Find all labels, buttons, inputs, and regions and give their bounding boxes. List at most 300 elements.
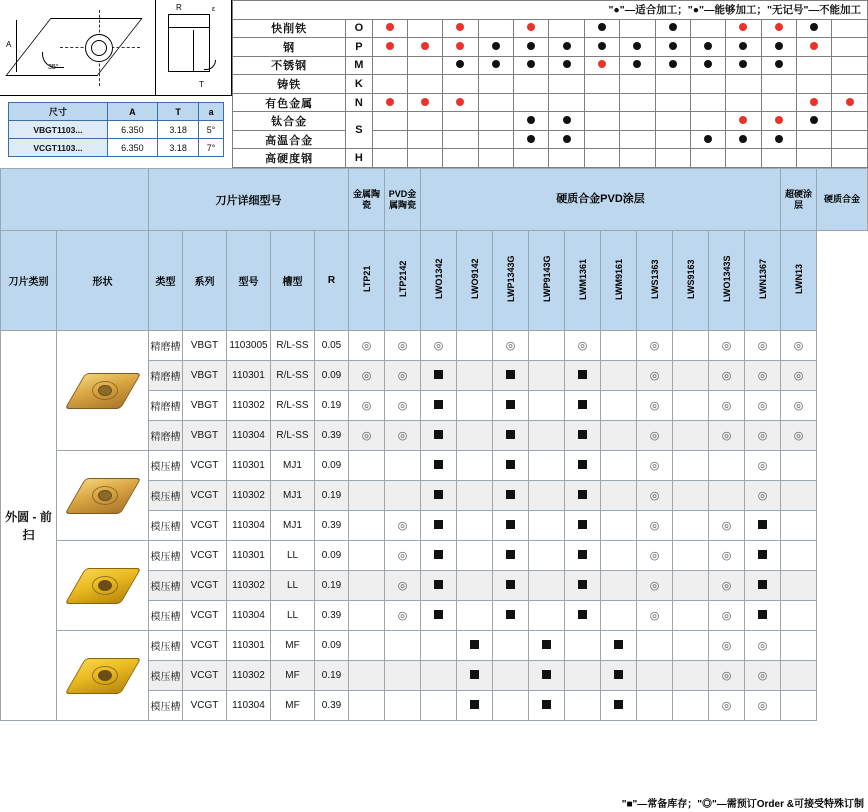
suitability-empty-cell (797, 149, 832, 168)
suitability-dot-cell (514, 130, 549, 149)
stock-square-icon (434, 490, 443, 499)
material-row (233, 130, 868, 149)
availability-empty-cell (493, 661, 529, 691)
availability-cell (745, 571, 781, 601)
availability-cell (637, 451, 673, 481)
coating-code-label: LTP2142 (397, 260, 408, 298)
material-code: N (346, 93, 372, 112)
order-circle-icon: ◎ (757, 670, 768, 682)
table-row (9, 139, 224, 157)
coating-code-label: LWM1361 (577, 258, 588, 300)
dimension-line-t (193, 30, 194, 72)
availability-empty-cell (673, 601, 709, 631)
availability-cell (457, 691, 493, 721)
suitability-empty-cell (443, 149, 478, 168)
suitability-dot-cell (761, 19, 796, 38)
cell-r: 0.19 (315, 481, 349, 511)
availability-cell (421, 391, 457, 421)
availability-empty-cell (781, 511, 817, 541)
availability-empty-cell (637, 661, 673, 691)
availability-cell (385, 571, 421, 601)
availability-cell (709, 631, 745, 661)
main-header-row-columns (1, 231, 868, 331)
availability-empty-cell (601, 361, 637, 391)
order-circle-icon: ◎ (397, 370, 408, 382)
availability-cell (637, 541, 673, 571)
red-dot-icon (456, 42, 464, 50)
suitability-dot-cell (690, 38, 725, 57)
black-dot-icon (704, 135, 712, 143)
availability-cell (565, 451, 601, 481)
availability-cell (565, 391, 601, 421)
material-row (233, 93, 868, 112)
availability-empty-cell (457, 511, 493, 541)
order-circle-icon: ◎ (397, 550, 408, 562)
cell-groove: R/L-SS (271, 331, 315, 361)
cell-groove: MF (271, 691, 315, 721)
order-circle-icon: ◎ (757, 400, 768, 412)
suitability-empty-cell (478, 130, 513, 149)
order-circle-icon: ◎ (757, 430, 768, 442)
availability-empty-cell (673, 331, 709, 361)
suitability-dot-cell (584, 19, 619, 38)
availability-cell (493, 361, 529, 391)
order-circle-icon: ◎ (721, 640, 732, 652)
suitability-dot-cell (514, 56, 549, 75)
cell-type: 精磨槽 (149, 331, 183, 361)
header-series: 系列 (183, 231, 227, 331)
material-code: M (346, 56, 372, 75)
order-circle-icon: ◎ (721, 370, 732, 382)
availability-cell (637, 481, 673, 511)
suitability-empty-cell (620, 149, 655, 168)
suitability-empty-cell (690, 112, 725, 131)
availability-cell (421, 451, 457, 481)
availability-cell (493, 391, 529, 421)
cell-type: 模压槽 (149, 481, 183, 511)
black-dot-icon (563, 135, 571, 143)
red-dot-icon (598, 60, 606, 68)
cell-series: VBGT (183, 331, 227, 361)
stock-square-icon (434, 430, 443, 439)
red-dot-icon (421, 42, 429, 50)
suitability-empty-cell (372, 112, 407, 131)
stock-square-icon (578, 550, 587, 559)
stock-square-icon (506, 610, 515, 619)
cell-groove: LL (271, 601, 315, 631)
stock-square-icon (578, 370, 587, 379)
suitability-empty-cell (372, 149, 407, 168)
insert-shape-image (57, 451, 149, 541)
availability-cell (493, 421, 529, 451)
availability-empty-cell (493, 691, 529, 721)
suitability-empty-cell (407, 149, 442, 168)
header-coating-code (529, 231, 565, 331)
availability-empty-cell (421, 631, 457, 661)
availability-cell (349, 331, 385, 361)
availability-cell (745, 361, 781, 391)
order-circle-icon: ◎ (649, 340, 660, 352)
availability-cell (601, 691, 637, 721)
availability-cell (637, 391, 673, 421)
header-coating-group: PVD金属陶瓷 (385, 169, 421, 231)
availability-cell (637, 421, 673, 451)
suitability-empty-cell (584, 112, 619, 131)
availability-empty-cell (565, 631, 601, 661)
material-name: 钛合金 (233, 112, 346, 131)
availability-cell (745, 601, 781, 631)
stock-square-icon (434, 580, 443, 589)
suitability-empty-cell (726, 75, 761, 94)
black-dot-icon (739, 135, 747, 143)
black-dot-icon (492, 60, 500, 68)
availability-empty-cell (349, 511, 385, 541)
red-dot-icon (739, 116, 747, 124)
header-coating-code (637, 231, 673, 331)
cell-groove: MJ1 (271, 481, 315, 511)
insert-diagram-area (0, 0, 232, 168)
header-coating-group: 硬质合金 (817, 169, 868, 231)
stock-square-icon (434, 400, 443, 409)
material-row (233, 56, 868, 75)
suitability-dot-cell (797, 112, 832, 131)
cell-model: 110302 (227, 481, 271, 511)
stock-square-icon (506, 550, 515, 559)
cell-model: 110302 (227, 571, 271, 601)
stock-square-icon (506, 370, 515, 379)
order-circle-icon: ◎ (793, 430, 804, 442)
suitability-dot-cell (620, 38, 655, 57)
material-name: 高硬度钢 (233, 149, 346, 168)
availability-empty-cell (349, 631, 385, 661)
availability-empty-cell (385, 661, 421, 691)
dim-row-a: 6.350 (107, 121, 157, 139)
cell-series: VCGT (183, 481, 227, 511)
availability-cell (385, 421, 421, 451)
cell-r: 0.05 (315, 331, 349, 361)
availability-cell (565, 511, 601, 541)
material-row (233, 38, 868, 57)
availability-cell (493, 451, 529, 481)
availability-empty-cell (349, 481, 385, 511)
red-dot-icon (456, 23, 464, 31)
order-circle-icon: ◎ (649, 580, 660, 592)
material-name: 不锈钢 (233, 56, 346, 75)
availability-cell (637, 571, 673, 601)
dim-row-t: 3.18 (158, 121, 199, 139)
availability-cell (781, 331, 817, 361)
cell-model: 110304 (227, 421, 271, 451)
label-t: T (199, 80, 204, 89)
black-dot-icon (669, 60, 677, 68)
suitability-empty-cell (620, 130, 655, 149)
suitability-dot-cell (726, 112, 761, 131)
insert-hole (98, 385, 112, 396)
order-circle-icon: ◎ (757, 370, 768, 382)
header-category: 刀片类别 (1, 231, 57, 331)
main-header-row-groups (1, 169, 868, 231)
availability-cell (421, 541, 457, 571)
suitability-dot-cell (726, 130, 761, 149)
cell-groove: MF (271, 661, 315, 691)
order-circle-icon: ◎ (721, 610, 732, 622)
suitability-dot-cell (584, 38, 619, 57)
header-coating-code (385, 231, 421, 331)
suitability-empty-cell (655, 112, 690, 131)
suitability-empty-cell (797, 130, 832, 149)
suitability-empty-cell (655, 130, 690, 149)
availability-empty-cell (349, 541, 385, 571)
suitability-empty-cell (584, 149, 619, 168)
availability-empty-cell (601, 541, 637, 571)
coating-code-label: LWS9163 (685, 259, 696, 299)
order-circle-icon: ◎ (793, 340, 804, 352)
cell-r: 0.39 (315, 601, 349, 631)
dim-row-name: VBGT1103... (9, 121, 108, 139)
cell-type: 精磨槽 (149, 391, 183, 421)
cell-groove: R/L-SS (271, 421, 315, 451)
stock-square-icon (614, 640, 623, 649)
header-r: R (315, 231, 349, 331)
insert-shape-image (57, 631, 149, 721)
suitability-dot-cell (797, 19, 832, 38)
red-dot-icon (386, 98, 394, 106)
cell-series: VCGT (183, 571, 227, 601)
suitability-empty-cell (584, 93, 619, 112)
cell-type: 模压槽 (149, 691, 183, 721)
header-coating-code (601, 231, 637, 331)
suitability-empty-cell (690, 75, 725, 94)
suitability-empty-cell (514, 149, 549, 168)
stock-square-icon (578, 400, 587, 409)
stock-square-icon (470, 640, 479, 649)
order-circle-icon: ◎ (649, 520, 660, 532)
table-row (1, 631, 868, 661)
material-name: 钢 (233, 38, 346, 57)
header-detail-model: 刀片详细型号 (149, 169, 349, 231)
insert-shape-image (57, 331, 149, 451)
cell-r: 0.09 (315, 451, 349, 481)
header-type: 类型 (149, 231, 183, 331)
order-circle-icon: ◎ (721, 430, 732, 442)
cell-series: VCGT (183, 541, 227, 571)
suitability-dot-cell (407, 93, 442, 112)
black-dot-icon (527, 135, 535, 143)
availability-empty-cell (529, 481, 565, 511)
suitability-empty-cell (549, 149, 584, 168)
availability-empty-cell (385, 631, 421, 661)
dim-row-name: VCGT1103... (9, 139, 108, 157)
availability-cell (637, 511, 673, 541)
order-circle-icon: ◎ (397, 400, 408, 412)
availability-cell (349, 361, 385, 391)
availability-empty-cell (673, 631, 709, 661)
material-suitability-matrix (232, 0, 868, 168)
stock-square-icon (758, 610, 767, 619)
suitability-empty-cell (584, 75, 619, 94)
cell-type: 精磨槽 (149, 421, 183, 451)
suitability-empty-cell (372, 75, 407, 94)
order-circle-icon: ◎ (397, 340, 408, 352)
header-coating-code (421, 231, 457, 331)
label-angle: 35° (48, 64, 59, 71)
order-circle-icon: ◎ (361, 340, 372, 352)
cell-r: 0.39 (315, 421, 349, 451)
table-row (1, 451, 868, 481)
suitability-empty-cell (690, 93, 725, 112)
black-dot-icon (563, 116, 571, 124)
availability-empty-cell (349, 661, 385, 691)
black-dot-icon (739, 60, 747, 68)
header-coating-code (493, 231, 529, 331)
suitability-empty-cell (832, 56, 868, 75)
availability-cell (781, 361, 817, 391)
order-circle-icon: ◎ (757, 340, 768, 352)
availability-cell (493, 601, 529, 631)
suitability-dot-cell (549, 112, 584, 131)
availability-cell (385, 541, 421, 571)
availability-empty-cell (457, 421, 493, 451)
suitability-dot-cell (797, 93, 832, 112)
availability-cell (709, 541, 745, 571)
availability-empty-cell (673, 451, 709, 481)
suitability-empty-cell (832, 149, 868, 168)
order-circle-icon: ◎ (793, 400, 804, 412)
cell-r: 0.39 (315, 511, 349, 541)
availability-empty-cell (601, 571, 637, 601)
cell-model: 110304 (227, 601, 271, 631)
insert-hole (98, 490, 112, 501)
stock-square-icon (758, 580, 767, 589)
availability-cell (709, 661, 745, 691)
black-dot-icon (669, 23, 677, 31)
stock-square-icon (434, 520, 443, 529)
header-shape: 形状 (57, 231, 149, 331)
availability-empty-cell (385, 451, 421, 481)
suitability-empty-cell (761, 149, 796, 168)
dim-header-t: T (158, 103, 199, 121)
coating-code-label: LWO1342 (433, 258, 444, 300)
availability-cell (637, 331, 673, 361)
coating-code-label: LWM9161 (613, 258, 624, 300)
black-dot-icon (492, 42, 500, 50)
header-spacer (1, 169, 149, 231)
availability-empty-cell (529, 391, 565, 421)
cell-r: 0.19 (315, 661, 349, 691)
coating-code-label: LTP21 (361, 265, 372, 293)
red-dot-icon (810, 98, 818, 106)
availability-cell (385, 601, 421, 631)
availability-cell (421, 601, 457, 631)
availability-empty-cell (673, 511, 709, 541)
availability-cell (601, 661, 637, 691)
black-dot-icon (633, 42, 641, 50)
availability-cell (529, 631, 565, 661)
header-coating-code (349, 231, 385, 331)
availability-empty-cell (673, 421, 709, 451)
black-dot-icon (704, 60, 712, 68)
insert-hole (98, 670, 112, 681)
black-dot-icon (775, 135, 783, 143)
header-model: 型号 (227, 231, 271, 331)
availability-empty-cell (781, 691, 817, 721)
suitability-dot-cell (655, 38, 690, 57)
stock-square-icon (578, 460, 587, 469)
availability-cell (565, 481, 601, 511)
side-view-top-face (168, 14, 210, 28)
suitability-dot-cell (443, 56, 478, 75)
suitability-dot-cell (443, 93, 478, 112)
black-dot-icon (810, 116, 818, 124)
availability-cell (745, 511, 781, 541)
red-dot-icon (386, 23, 394, 31)
suitability-empty-cell (655, 75, 690, 94)
availability-cell (493, 571, 529, 601)
stock-square-icon (434, 610, 443, 619)
suitability-dot-cell (584, 56, 619, 75)
cell-type: 模压槽 (149, 661, 183, 691)
cell-model: 110301 (227, 631, 271, 661)
availability-empty-cell (457, 361, 493, 391)
suitability-empty-cell (797, 56, 832, 75)
cell-type: 精磨槽 (149, 361, 183, 391)
dim-row-angle: 7° (199, 139, 224, 157)
suitability-dot-cell (761, 38, 796, 57)
availability-empty-cell (529, 571, 565, 601)
black-dot-icon (810, 23, 818, 31)
table-row (9, 121, 224, 139)
order-circle-icon: ◎ (649, 400, 660, 412)
cell-series: VBGT (183, 391, 227, 421)
cell-model: 110302 (227, 391, 271, 421)
suitability-dot-cell (478, 56, 513, 75)
suitability-dot-cell (372, 38, 407, 57)
suitability-empty-cell (407, 56, 442, 75)
availability-cell (565, 601, 601, 631)
cell-groove: LL (271, 571, 315, 601)
availability-empty-cell (601, 331, 637, 361)
order-circle-icon: ◎ (757, 490, 768, 502)
suitability-dot-cell (443, 19, 478, 38)
availability-empty-cell (673, 361, 709, 391)
material-code: O (346, 19, 372, 38)
diagram-divider (155, 0, 156, 96)
cell-r: 0.09 (315, 631, 349, 661)
header-coating-code (781, 231, 817, 331)
availability-empty-cell (709, 451, 745, 481)
header-coating-code (457, 231, 493, 331)
suitability-dot-cell (690, 130, 725, 149)
cell-series: VCGT (183, 661, 227, 691)
suitability-empty-cell (372, 56, 407, 75)
availability-cell (709, 331, 745, 361)
red-dot-icon (421, 98, 429, 106)
availability-cell (529, 691, 565, 721)
label-a: A (6, 40, 12, 49)
cell-series: VBGT (183, 361, 227, 391)
header-groove: 槽型 (271, 231, 315, 331)
suitability-empty-cell (514, 75, 549, 94)
black-dot-icon (704, 42, 712, 50)
material-code: K (346, 75, 372, 94)
clearance-angle-arc (204, 60, 216, 70)
order-circle-icon: ◎ (721, 580, 732, 592)
availability-empty-cell (457, 451, 493, 481)
red-dot-icon (775, 23, 783, 31)
suitability-empty-cell (832, 112, 868, 131)
suitability-empty-cell (372, 130, 407, 149)
availability-cell (709, 421, 745, 451)
